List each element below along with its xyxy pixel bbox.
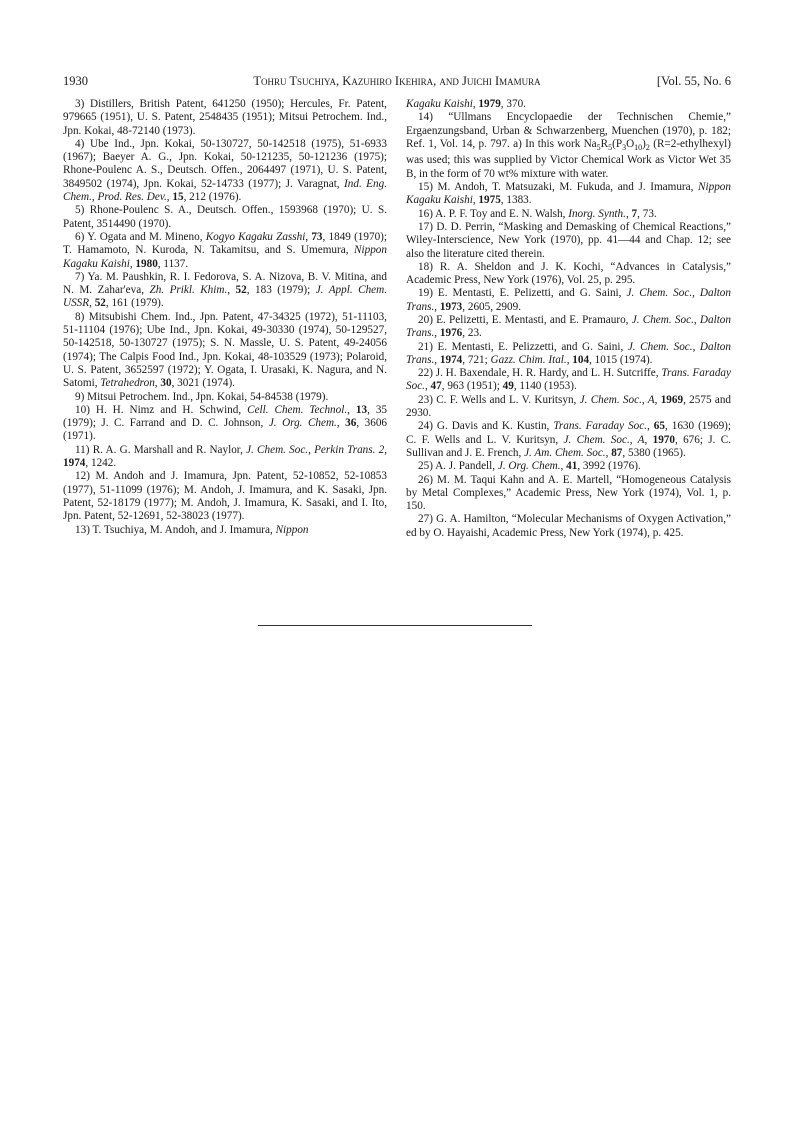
reference-text: 87 [611,446,623,459]
reference-text: 1976 [439,327,463,340]
reference-text: , 212 (1976). [183,191,242,204]
reference-text: 52 [235,284,247,297]
reference-item [406,208,731,221]
reference-text: , [605,446,612,459]
reference-item [406,367,731,394]
volume-issue: [Vol. 55, No. 6 [656,74,731,88]
reference-text: 5 [596,143,601,153]
reference-text: Gazz. Chim. Ital. [490,353,567,366]
reference-number: 19) [418,287,438,300]
reference-text: 73 [311,230,323,243]
reference-item [63,311,387,391]
reference-text: R [600,137,609,150]
reference-text: Inorg. Synth. [568,207,626,220]
reference-text: 36 [345,417,357,430]
reference-text: Trans. Faraday Soc. [406,367,731,393]
reference-number: 7) [75,270,88,283]
reference-text: , [472,194,479,207]
reference-number: 8) [75,310,89,323]
reference-text: J. H. Baxendale, H. R. Hardy, and L. H. Sutcriffe, [435,367,662,380]
reference-text: Ind. Eng. Chem., Prod. Res. Dev. [63,177,387,204]
reference-text: J. Chem. Soc., Dalton Trans. [406,287,731,313]
reference-text: , 35 (1979); J. C. Farrand and D. C. Johnson, [63,403,388,430]
reference-text: 1973 [439,300,463,313]
reference-number: 5) [75,204,90,217]
reference-text: 13 [355,403,368,416]
reference-text: G. Davis and K. Kustin, [436,420,554,433]
reference-text: , [472,98,479,110]
reference-text: Tetrahedron [100,377,155,390]
reference-text: M. Andoh, T. Matsuzaki, M. Fukuda, and J. Imamura, [437,181,699,194]
reference-text: Trans. Faraday Soc. [553,420,648,433]
page-number: 1930 [63,74,88,88]
reference-text: C. F. Wells and L. V. Kuritsyn, [436,393,580,406]
reference-item [406,287,731,314]
reference-text: J. Org. Chem. [497,460,561,473]
reference-text: Kagaku Kaishi [406,98,473,110]
reference-text: , [89,297,95,310]
reference-number: 6) [75,230,88,243]
reference-text: , 5380 (1965). [622,446,686,459]
reference-item [406,98,731,111]
reference-number: 24) [418,420,437,433]
reference-text: , 2605, 2909. [462,300,521,313]
reference-text: A. P. F. Toy and E. N. Walsh, [435,207,569,220]
reference-item [406,111,731,181]
reference-text: J. Chem. Soc., Perkin Trans. 2 [246,443,385,456]
reference-item [63,444,387,471]
end-rule [258,625,532,626]
reference-text: 104 [572,353,590,366]
reference-number: 18) [418,260,440,273]
reference-text: J. Chem. Soc., A [563,433,645,446]
reference-number: 14) [418,111,449,124]
reference-text: 1974 [63,457,86,470]
reference-item [406,221,731,261]
reference-text: J. Appl. Chem. USSR [63,284,388,310]
reference-text: , [227,284,236,297]
reference-number: 11) [75,443,93,456]
reference-number: 3) [75,98,91,110]
reference-text: T. Tsuchiya, M. Andoh, and J. Imamura, [92,523,276,536]
reference-item [63,391,387,404]
reference-text: , [336,417,346,430]
reference-text: Ya. M. Paushkin, R. I. Fedorova, S. A. Nizova, B. V. Mitina, and N. M. Zahar'eva, [63,270,387,297]
reference-text: Mitsui Petrochem. Ind., Jpn. Kokai, 54-84538 (1979). [87,390,329,403]
reference-text: 1970 [652,433,675,446]
reference-text: 49 [502,380,514,393]
reference-text: , 1242. [85,457,117,470]
reference-text: D. D. Perrin, “Masking and Demasking of Chemical Reactions,” Wiley-Interscience, New York (1970), pp. 41—44 and Chap. 12; see also the literature cited therein. [406,220,731,260]
reference-number: 25) [418,460,436,473]
reference-text: , [654,393,661,406]
reference-item [406,181,731,208]
reference-text: , 23. [462,327,482,340]
reference-text: , 3606 (1971). [63,417,388,443]
reference-text: , 1630 (1969); C. F. Wells and L. V. Kuritsyn, [406,420,732,446]
reference-number: 20) [418,313,437,326]
reference-text: 1975 [478,194,501,207]
reference-text: , [560,460,567,473]
reference-text: , [434,353,440,366]
reference-text: ) [642,137,646,150]
reference-text: 65 [653,420,665,433]
reference-number: 21) [418,340,438,353]
reference-text: , 963 (1951); [441,380,503,393]
reference-text: 1979 [478,98,501,110]
reference-text: , 1015 (1974). [589,353,653,366]
reference-text: 2 [645,143,650,153]
reference-number: 26) [418,473,437,486]
reference-text: 30 [160,377,172,390]
reference-text: , 1137. [157,257,189,270]
reference-text: E. Mentasti, E. Pelizetti, and G. Saini, [437,287,627,300]
reference-item [406,341,731,368]
reference-text: O [626,137,635,150]
reference-text: 1969 [660,393,684,406]
reference-text: , 2575 and 2930. [406,393,732,420]
reference-text: , 183 (1979); [246,284,316,297]
reference-text: “Ullmans Encyclopaedie der Technischen Chemie,” Ergaenzungsband, Urban & Schwarzenberg, Muenchen (1970), p. 182; Ref. 1, Vol. 14, p. 797. a) In this work Na [406,111,731,150]
running-authors: Tohru Tsuchiya, Kazuhiro Ikehira, and Juichi Imamura [253,74,541,88]
reference-text: J. Chem. Soc., Dalton Trans. [406,340,731,366]
reference-number: 12) [75,470,96,483]
reference-text: , 161 (1979). [105,297,164,310]
reference-number: 13) [75,523,93,536]
reference-item [406,261,731,288]
reference-text: R. A. G. Marshall and R. Naylor, [92,443,247,456]
reference-text: , [647,420,654,433]
reference-item [63,138,387,204]
reference-text: G. A. Hamilton, “Molecular Mechanisms of Oxygen Activation,” ed by O. Hayaishi, Academic Press, New York (1974), p. 425. [406,513,731,539]
reference-text: , 721; [462,353,491,366]
reference-text: 1974 [439,353,463,366]
reference-text: , [434,327,440,340]
reference-text: Rhone-Poulenc S. A., Deutsch. Offen., 1593968 (1970); U. S. Patent, 3514490 (1970). [63,204,387,230]
reference-text: (P [612,137,623,150]
reference-text: , 676; J. C. Sullivan and J. E. French, [406,433,731,459]
reference-number: 27) [418,513,437,526]
reference-number: 17) [418,220,437,233]
reference-number: 10) [75,403,96,416]
reference-text: 1980 [135,257,158,270]
reference-text: Mitsubishi Chem. Ind., Jpn. Patent, 47-34325 (1972), 51-11103, 51-11104 (1976); Ube Ind., Jpn. Kokai, 49-30330 (1974), 50-129527, 50-142518, 50-130727 (1975); S. N. Massle, U. S. Patent, 49-24056 (1974); The Calpis Food Ind., Jpn. Kokai, 48-103529 (1973); Polaroid, U. S. Patent, 3652597 (1972); Y. Ogata, I. Urasaki, K. Nagura, and N. Satomi, [63,310,387,390]
reference-item [406,420,731,460]
reference-text: E. Mentasti, E. Pelizzetti, and G. Saini, [437,340,628,353]
reference-text: , [644,433,653,446]
reference-text: , [384,443,387,456]
reference-text: Zh. Prikl. Khim. [149,284,228,297]
reference-item [63,204,387,231]
reference-text: Nippon Kagaku Kaishi [63,244,387,270]
reference-text: Nippon Kagaku Kaishi [406,181,731,207]
reference-text: H. H. Nimz and H. Schwind, [95,403,248,416]
reference-item [63,98,387,138]
reference-number: 16) [418,207,436,220]
running-header [63,72,731,90]
reference-text: 52 [94,297,106,310]
reference-text: , [625,207,632,220]
reference-text: Cell. Chem. Technol. [247,403,348,416]
reference-number: 4) [75,137,90,150]
reference-item [406,460,731,473]
reference-text: Kogyo Kagaku Zasshi [205,230,306,243]
reference-number: 9) [75,390,88,403]
reference-item [406,314,731,341]
reference-text: , 1383. [500,194,532,207]
reference-item [63,404,387,444]
reference-text: M. M. Taqui Kahn and A. E. Martell, “Homogeneous Catalysis by Metal Complexes,” Academic Press, New York (1974), Vol. 1, p. 150. [406,473,731,513]
reference-item [63,271,387,311]
reference-item [63,470,387,523]
reference-text: , [154,377,161,390]
reference-text: 47 [430,380,442,393]
references-right-column [406,98,731,540]
reference-text: , [434,300,440,313]
reference-text: Y. Ogata and M. Mineno, [87,230,206,243]
reference-text: , 370. [500,98,526,110]
reference-text: 15 [172,191,184,204]
reference-text: Distillers, British Patent, 641250 (1950); Hercules, Fr. Patent, 979665 (1951), U. S. Patent, 2548435 (1951); Mitsui Petrochem. Ind., Jpn. Kokai, 48-72140 (1973). [63,98,387,137]
reference-text: , 73. [637,207,657,220]
reference-text: 3 [622,143,627,153]
reference-text: , [305,230,312,243]
reference-text: E. Pelizetti, E. Mentasti, and E. Pramauro, [436,313,632,326]
reference-text: A. J. Pandell, [435,460,498,473]
reference-text: , [424,380,431,393]
reference-text: 7 [631,207,638,220]
reference-text: Ube Ind., Jpn. Kokai, 50-130727, 50-142518 (1975), 51-6933 (1967); Baeyer A. G., Jpn. Kokai, 50-121235, 50-121236 (1975); Rhone-Poulenc A. S., Deutsch. Offen., 2064497 (1971), U. S. Patent, 3849502 (1974), Jpn. Kokai, 52-14733 (1977); J. Varagnat, [63,137,387,190]
reference-text: J. Am. Chem. Soc. [524,446,606,459]
reference-item [406,513,731,540]
reference-number: 22) [418,367,436,380]
reference-text: 41 [566,460,578,473]
reference-text: , 1849 (1970); T. Hamamoto, N. Kuroda, N. Takamitsu, and S. Umemura, [63,230,388,257]
reference-text: J. Org. Chem. [268,417,337,430]
reference-text: J. Chem. Soc., A [579,393,655,406]
reference-item [63,231,387,271]
reference-text: , [347,403,356,416]
reference-text: , [166,191,173,204]
reference-text: (R=2-ethylhexyl) was used; this was supplied by Victor Chemical Work as Victor Wet 35 B, in the form of 70 wt% mixture with water. [406,137,731,180]
reference-text: 5 [608,143,613,153]
reference-number: 15) [418,181,438,194]
references-left-column [63,98,387,537]
reference-text: M. Andoh and J. Imamura, Jpn. Patent, 52-10852, 52-10853 (1977), 51-11099 (1976); M. Andoh, J. Imamura, and K. Sasaki, Jpn. Patent, 52-18179 (1977); M. Andoh, J. Imamura, K. Sasaki, and I. Ito, Jpn. Patent, 52-12691, 52-38023 (1977). [63,470,387,523]
reference-text: , [129,257,136,270]
reference-text: , 3021 (1974). [171,377,235,390]
reference-text: R. A. Sheldon and J. K. Kochi, “Advances in Catalysis,” Academic Press, New York (1976), Vol. 25, p. 295. [406,260,731,287]
reference-text: , 3992 (1976). [577,460,641,473]
reference-item [63,524,387,537]
reference-item [406,394,731,421]
reference-text: , [566,353,573,366]
reference-text: , 1140 (1953). [513,380,577,393]
reference-text: 10 [634,143,643,153]
reference-item [406,474,731,514]
reference-text: Nippon [275,523,309,536]
reference-number: 23) [418,393,437,406]
reference-text: J. Chem. Soc., Dalton Trans. [406,313,731,340]
